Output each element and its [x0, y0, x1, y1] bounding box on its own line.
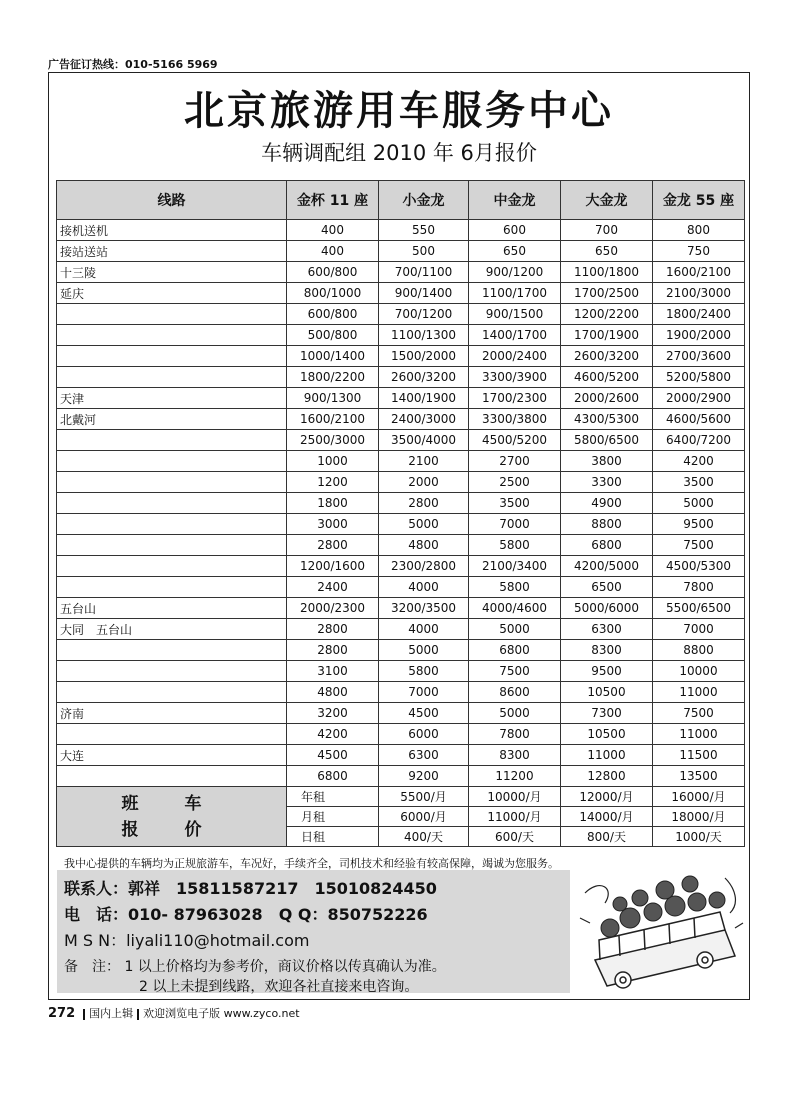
price-cell: 1800/2200: [287, 367, 379, 388]
price-cell: 2500/3000: [287, 430, 379, 451]
table-row: [57, 619, 745, 640]
price-cell: 9500: [561, 661, 653, 682]
table-row: [57, 283, 745, 304]
route-cell: [57, 493, 287, 514]
price-cell: 5000: [469, 703, 561, 724]
table-row: [57, 304, 745, 325]
route-cell: [57, 472, 287, 493]
footer-divider: [83, 1009, 85, 1020]
page-title: 北京旅游用车服务中心: [184, 88, 614, 134]
price-cell: 6800: [561, 535, 653, 556]
price-cell: 500: [379, 241, 469, 262]
route-cell: [57, 346, 287, 367]
price-cell: 4000: [379, 619, 469, 640]
price-cell: 6000/月: [379, 807, 469, 827]
price-cell: 1700/2500: [561, 283, 653, 304]
price-cell: 600: [469, 220, 561, 241]
route-cell: [57, 430, 287, 451]
price-cell: 5200/5800: [653, 367, 745, 388]
contact-msn-label: M S N：: [64, 931, 127, 950]
price-cell: 4500: [379, 703, 469, 724]
remark-label: 备 注：: [64, 959, 120, 975]
price-cell: 6800: [469, 640, 561, 661]
price-cell: 2100: [379, 451, 469, 472]
table-row: [57, 682, 745, 703]
price-cell: 6400/7200: [653, 430, 745, 451]
shuttle-rows: [57, 787, 745, 847]
table-row: [57, 535, 745, 556]
price-cell: 600/天: [469, 827, 561, 847]
route-cell: [57, 556, 287, 577]
ad-hotline: 广告征订热线：010-5166 5969: [48, 58, 218, 71]
price-cell: 600/800: [287, 262, 379, 283]
route-cell: [57, 745, 287, 766]
contact-phone-label: 电 话：: [64, 905, 129, 924]
price-cell: 4600/5600: [653, 409, 745, 430]
price-cell: 18000/月: [653, 807, 745, 827]
price-cell: 4300/5300: [561, 409, 653, 430]
price-cell: 5800/6500: [561, 430, 653, 451]
price-cell: 4000/4600: [469, 598, 561, 619]
price-cell: 4500/5200: [469, 430, 561, 451]
table-row: [57, 409, 745, 430]
price-cell: 1800/2400: [653, 304, 745, 325]
price-cell: 800/天: [561, 827, 653, 847]
price-cell: 1200/2200: [561, 304, 653, 325]
table-row: [57, 640, 745, 661]
price-cell: 4500/5300: [653, 556, 745, 577]
route-cell: [57, 262, 287, 283]
route-cell: [57, 388, 287, 409]
price-cell: 5000/6000: [561, 598, 653, 619]
route-cell: [57, 514, 287, 535]
route-cell: [57, 241, 287, 262]
route-cell: [57, 619, 287, 640]
price-cell: 7800: [469, 724, 561, 745]
table-row: [57, 388, 745, 409]
price-cell: 7500: [653, 703, 745, 724]
price-cell: 10000/月: [469, 787, 561, 807]
price-cell: 11500: [653, 745, 745, 766]
price-cell: 8300: [561, 640, 653, 661]
price-cell: 7800: [653, 577, 745, 598]
price-cell: 10500: [561, 682, 653, 703]
service-note: 我中心提供的车辆均为正规旅游车，车况好，手续齐全，司机技术和经验有较高保障，竭诚为您服务。: [64, 857, 559, 870]
price-cell: 2000/2300: [287, 598, 379, 619]
route-cell: [57, 682, 287, 703]
price-cell: 5500/6500: [653, 598, 745, 619]
price-cell: 1700/2300: [469, 388, 561, 409]
price-cell: 4800: [287, 682, 379, 703]
shuttle-type: 月租: [287, 807, 379, 827]
page-subtitle: 车辆调配组 2010 年 6月报价: [261, 141, 537, 165]
remark-row-1: [64, 956, 446, 976]
contact-box: [57, 870, 570, 993]
price-cell: 11200: [469, 766, 561, 787]
route-name: 天津: [60, 391, 85, 406]
table-row: [57, 325, 745, 346]
contact-msn-value: liyali110@hotmail.com: [126, 931, 310, 950]
header-kinglong-55: 金龙 55 座: [653, 181, 745, 220]
price-cell: 4200: [653, 451, 745, 472]
price-cell: 700/1100: [379, 262, 469, 283]
contact-phone-row: [64, 902, 428, 925]
price-cell: 4500: [287, 745, 379, 766]
price-cell: 900/1300: [287, 388, 379, 409]
price-cell: 1200: [287, 472, 379, 493]
table-row: [57, 787, 745, 807]
table-row: [57, 766, 745, 787]
route-cell: [57, 640, 287, 661]
price-cell: 2700/3600: [653, 346, 745, 367]
shuttle-type: 日租: [287, 827, 379, 847]
price-cell: 3100: [287, 661, 379, 682]
page-footer: [48, 1005, 300, 1021]
price-cell: 10500: [561, 724, 653, 745]
price-cell: 4900: [561, 493, 653, 514]
footer-divider: [137, 1009, 139, 1020]
price-cell: 3300: [561, 472, 653, 493]
route-cell: [57, 409, 287, 430]
price-cell: 1000/天: [653, 827, 745, 847]
table-row: [57, 346, 745, 367]
route-cell: [57, 661, 287, 682]
price-cell: 800/1000: [287, 283, 379, 304]
route-cell: [57, 283, 287, 304]
route-name: 五台山: [60, 601, 97, 616]
header-mid-kinglong: 中金龙: [469, 181, 561, 220]
route-cell: [57, 535, 287, 556]
header-small-kinglong: 小金龙: [379, 181, 469, 220]
route-name: 北戴河: [60, 412, 97, 427]
price-cell: 400: [287, 220, 379, 241]
price-cell: 1100/1300: [379, 325, 469, 346]
price-cell: 8800: [561, 514, 653, 535]
price-cell: 3500/4000: [379, 430, 469, 451]
price-cell: 12800: [561, 766, 653, 787]
contact-person-value: 郭祥 15811587217 15010824450: [128, 879, 437, 898]
price-cell: 1200/1600: [287, 556, 379, 577]
price-cell: 2600/3200: [561, 346, 653, 367]
table-row: [57, 598, 745, 619]
route-name: 大连: [60, 748, 85, 763]
price-cell: 5500/月: [379, 787, 469, 807]
price-sheet-frame: [48, 72, 750, 1000]
price-cell: 3000: [287, 514, 379, 535]
table-row: [57, 451, 745, 472]
price-cell: 600/800: [287, 304, 379, 325]
header-jinbei-11: 金杯 11 座: [287, 181, 379, 220]
price-cell: 3800: [561, 451, 653, 472]
route-cell: [57, 703, 287, 724]
footer-section: 国内上辑: [89, 1007, 134, 1020]
price-cell: 8600: [469, 682, 561, 703]
table-row: [57, 472, 745, 493]
header-route: 线路: [57, 181, 287, 220]
shuttle-type: 年租: [287, 787, 379, 807]
price-cell: 5800: [469, 535, 561, 556]
route-cell: [57, 220, 287, 241]
price-cell: 650: [469, 241, 561, 262]
price-cell: 11000: [653, 682, 745, 703]
price-cell: 14000/月: [561, 807, 653, 827]
route-cell: [57, 598, 287, 619]
route-cell: [57, 724, 287, 745]
price-cell: 700: [561, 220, 653, 241]
price-cell: 1000: [287, 451, 379, 472]
price-cell: 5800: [379, 661, 469, 682]
route-cell: [57, 367, 287, 388]
price-cell: 6000: [379, 724, 469, 745]
price-cell: 2500: [469, 472, 561, 493]
contact-person-row: [64, 876, 437, 899]
route-name: 延庆: [60, 286, 85, 301]
price-cell: 2800: [287, 619, 379, 640]
price-table: [56, 180, 745, 847]
table-row: [57, 556, 745, 577]
price-cell: 2300/2800: [379, 556, 469, 577]
price-cell: 7500: [653, 535, 745, 556]
shuttle-label: 班 车 报 价: [57, 787, 287, 847]
price-cell: 2700: [469, 451, 561, 472]
price-cell: 3300/3800: [469, 409, 561, 430]
price-cell: 2600/3200: [379, 367, 469, 388]
price-cell: 2100/3400: [469, 556, 561, 577]
price-cell: 750: [653, 241, 745, 262]
price-cell: 9500: [653, 514, 745, 535]
price-cell: 7000: [379, 682, 469, 703]
remark-line-2: 2 以上未提到线路，欢迎各社直接来电咨询。: [139, 979, 419, 995]
price-cell: 8800: [653, 640, 745, 661]
price-cell: 7000: [469, 514, 561, 535]
price-cell: 1600/2100: [653, 262, 745, 283]
price-cell: 13500: [653, 766, 745, 787]
price-cell: 3200/3500: [379, 598, 469, 619]
route-cell: [57, 451, 287, 472]
route-name: 接机送机: [60, 223, 109, 238]
price-cell: 7000: [653, 619, 745, 640]
route-name: 十三陵: [60, 265, 97, 280]
price-cell: 9200: [379, 766, 469, 787]
header-large-kinglong: 大金龙: [561, 181, 653, 220]
route-name: 济南: [60, 706, 85, 721]
table-row: [57, 745, 745, 766]
price-cell: 2000: [379, 472, 469, 493]
price-cell: 500/800: [287, 325, 379, 346]
price-cell: 11000/月: [469, 807, 561, 827]
price-cell: 5000: [469, 619, 561, 640]
table-row: [57, 367, 745, 388]
price-cell: 1700/1900: [561, 325, 653, 346]
price-cell: 11000: [561, 745, 653, 766]
price-cell: 1400/1700: [469, 325, 561, 346]
bus-illustration-icon: [575, 868, 745, 993]
route-cell: [57, 577, 287, 598]
route-name: 大同 五台山: [60, 622, 133, 637]
price-cell: 3200: [287, 703, 379, 724]
price-cell: 2400/3000: [379, 409, 469, 430]
price-cell: 3300/3900: [469, 367, 561, 388]
price-cell: 1100/1800: [561, 262, 653, 283]
price-cell: 400: [287, 241, 379, 262]
price-cell: 1400/1900: [379, 388, 469, 409]
price-cell: 8300: [469, 745, 561, 766]
price-cell: 1800: [287, 493, 379, 514]
price-cell: 6800: [287, 766, 379, 787]
price-cell: 5000: [653, 493, 745, 514]
price-cell: 1500/2000: [379, 346, 469, 367]
price-cell: 550: [379, 220, 469, 241]
route-cell: [57, 304, 287, 325]
price-cell: 6300: [379, 745, 469, 766]
price-cell: 3500: [653, 472, 745, 493]
route-cell: [57, 325, 287, 346]
price-cell: 10000: [653, 661, 745, 682]
price-cell: 2000/2900: [653, 388, 745, 409]
price-cell: 650: [561, 241, 653, 262]
price-cell: 12000/月: [561, 787, 653, 807]
price-cell: 900/1500: [469, 304, 561, 325]
price-cell: 2800: [287, 535, 379, 556]
price-cell: 900/1400: [379, 283, 469, 304]
price-cell: 1600/2100: [287, 409, 379, 430]
page-number: 272: [48, 1006, 76, 1021]
price-cell: 2000/2400: [469, 346, 561, 367]
price-cell: 5000: [379, 640, 469, 661]
price-cell: 6300: [561, 619, 653, 640]
price-cell: 6500: [561, 577, 653, 598]
table-row: [57, 262, 745, 283]
table-row: [57, 514, 745, 535]
table-row: [57, 577, 745, 598]
price-cell: 800: [653, 220, 745, 241]
price-cell: 2800: [379, 493, 469, 514]
price-cell: 5000: [379, 514, 469, 535]
price-cell: 2800: [287, 640, 379, 661]
contact-phone-value: 010- 87963028 Q Q：850752226: [128, 905, 428, 924]
contact-person-label: 联系人：: [64, 879, 129, 898]
price-cell: 2400: [287, 577, 379, 598]
route-rows: [57, 220, 745, 787]
contact-msn-row: [64, 928, 309, 951]
price-cell: 4600/5200: [561, 367, 653, 388]
price-cell: 1000/1400: [287, 346, 379, 367]
price-cell: 400/天: [379, 827, 469, 847]
price-cell: 4000: [379, 577, 469, 598]
footer-site: 欢迎浏览电子版 www.zyco.net: [143, 1007, 300, 1020]
table-row: [57, 493, 745, 514]
price-cell: 3500: [469, 493, 561, 514]
table-row: [57, 661, 745, 682]
price-cell: 1900/2000: [653, 325, 745, 346]
price-cell: 900/1200: [469, 262, 561, 283]
table-row: [57, 703, 745, 724]
price-cell: 1100/1700: [469, 283, 561, 304]
price-cell: 7300: [561, 703, 653, 724]
price-cell: 7500: [469, 661, 561, 682]
table-row: [57, 220, 745, 241]
price-cell: 4800: [379, 535, 469, 556]
table-row: [57, 724, 745, 745]
remark-line-1: 1 以上价格均为参考价，商议价格以传真确认为准。: [124, 959, 446, 975]
route-cell: [57, 766, 287, 787]
table-row: [57, 430, 745, 451]
price-cell: 4200/5000: [561, 556, 653, 577]
price-cell: 2000/2600: [561, 388, 653, 409]
table-row: [57, 241, 745, 262]
price-cell: 5800: [469, 577, 561, 598]
price-cell: 700/1200: [379, 304, 469, 325]
price-cell: 11000: [653, 724, 745, 745]
price-cell: 16000/月: [653, 787, 745, 807]
remark-row-2: [139, 976, 418, 996]
route-name: 接站送站: [60, 244, 109, 259]
table-header-row: [57, 181, 745, 220]
price-cell: 2100/3000: [653, 283, 745, 304]
price-cell: 4200: [287, 724, 379, 745]
